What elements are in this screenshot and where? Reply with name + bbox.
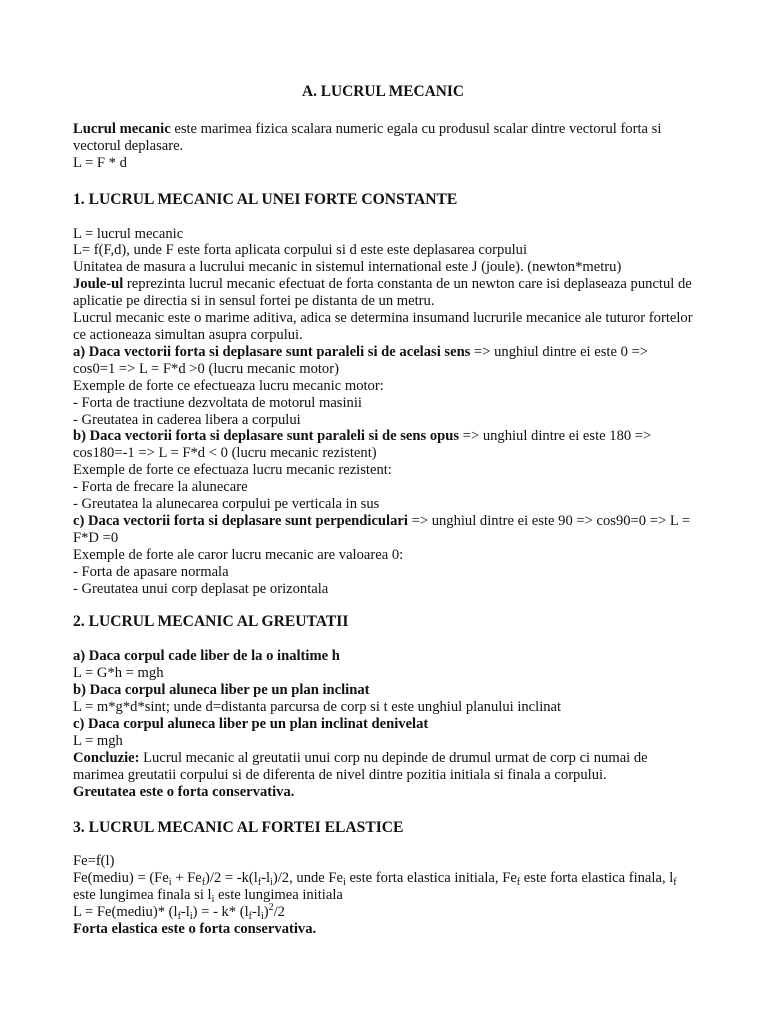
- s1-additive-paragraph: Lucrul mecanic este o marime aditiva, adica se determina insumand lucrurile mecanice ale tuturor fortelor ce actioneaza simultan asupra corpului.: [73, 310, 693, 343]
- case-a-condition: a) Daca vectorii forta si deplasare sunt paraleli si de acelasi sens: [73, 343, 471, 360]
- conclusion-term: Concluzie:: [73, 749, 140, 766]
- elastic-conservative-bold: Forta elastica este o forta conservativa.: [73, 921, 317, 938]
- gravity-conservative-bold: Greutatea este o forta conservativa.: [73, 783, 295, 800]
- s2-case-c-condition: [73, 716, 693, 733]
- case-c-paragraph: [73, 513, 693, 547]
- s1-line-3: Unitatea de masura a lucrului mecanic in sistemul international este J (joule). (newton*metru): [73, 259, 622, 276]
- case-b-example-2: - Greutatea la alunecarea corpului pe verticala in sus: [73, 496, 380, 513]
- case-c-result: => unghiul dintre ei este 90 => cos90=0 => L = F*D =0: [73, 512, 691, 546]
- intro-formula: L = F * d: [73, 154, 127, 171]
- s2-case-b-bold: b) Daca corpul aluneca liber pe un plan inclinat: [73, 682, 370, 699]
- case-a-paragraph: [73, 344, 693, 378]
- elastic-work-formula: L = Fe(mediu)* $(l_f-l_i)$ = - k* $(l_f-l_i)^2/2$: [73, 902, 285, 923]
- case-c-condition: c) Daca vectorii forta si deplasare sunt perpendiculari: [73, 512, 408, 529]
- s2-case-a-bold: a) Daca corpul cade liber de la o inaltime h: [73, 648, 340, 665]
- conclusion-paragraph: [73, 750, 693, 784]
- s2-case-c-bold: c) Daca corpul aluneca liber pe un plan inclinat denivelat: [73, 716, 429, 732]
- intro-paragraph: [73, 121, 693, 155]
- s2-case-c-formula: L = mgh: [73, 732, 123, 749]
- case-a-example-1: - Forta de tractiune dezvoltata de motorul masinii: [73, 394, 362, 411]
- case-b-example-1: - Forta de frecare la alunecare: [73, 479, 248, 496]
- case-a-examples-label: Exemple de forte ce efectueaza lucru mecanic motor:: [73, 377, 384, 394]
- joule-paragraph: [73, 276, 693, 310]
- gravity-conservative-statement: [73, 784, 693, 801]
- joule-term: Joule-ul: [73, 276, 124, 293]
- s2-case-a-condition: [73, 648, 693, 665]
- document-title: A. LUCRUL MECANIC: [301, 83, 465, 100]
- intro-definition: este marimea fizica scalara numeric egala cu produsul scalar dintre vectorul forta si vectorul deplasare.: [73, 120, 662, 154]
- s1-line-2: L= f(F,d), unde F este forta aplicata corpului si d este este deplasarea corpului: [73, 242, 528, 259]
- section-3-heading: 3. LUCRUL MECANIC AL FORTEI ELASTICE: [73, 818, 404, 836]
- s2-case-a-formula: L = G*h = mgh: [73, 665, 164, 682]
- s2-case-b-condition: [73, 682, 693, 699]
- intro-term: Lucrul mecanic: [73, 120, 171, 137]
- s1-line-1: L = lucrul mecanic: [73, 225, 184, 242]
- case-b-examples-label: Exemple de forte ce efectuaza lucru mecanic rezistent:: [73, 462, 392, 479]
- section-2-heading: 2. LUCRUL MECANIC AL GREUTATII: [73, 613, 349, 631]
- document-page: [73, 84, 693, 938]
- case-b-result: => unghiul dintre ei este 180 => cos180=-1 => L = F*d < 0 (lucru mecanic rezistent): [73, 428, 652, 462]
- case-c-example-1: - Forta de apasare normala: [73, 563, 229, 580]
- case-c-examples-label: Exemple de forte ale caror lucru mecanic are valoarea 0:: [73, 546, 404, 563]
- case-c-example-2: - Greutatea unui corp deplasat pe orizontala: [73, 580, 329, 597]
- elastic-mean-force-paragraph: Fe(mediu) = $(Fe_i + Fe_f)/2 = -k(l_f-l_i)/2$, unde $Fe_i$ este forta elastica initiala, $Fe_f$ este forta elastica finala, $l_f$ este lungimea finala si $l_i$ este lungimea initiala: [73, 870, 677, 906]
- s2-case-b-formula: L = m*g*d*sint; unde d=distanta parcursa de corp si t este unghiul planului inclinat: [73, 699, 562, 716]
- s3-line-1: Fe=f(l): [73, 853, 115, 870]
- case-a-result: => unghiul dintre ei este 0 => cos0=1 => L = F*d >0 (lucru mecanic motor): [73, 343, 648, 377]
- section-1-heading: 1. LUCRUL MECANIC AL UNEI FORTE CONSTANTE: [73, 190, 458, 208]
- case-b-condition: b) Daca vectorii forta si deplasare sunt paraleli si de sens opus: [73, 428, 460, 445]
- case-a-example-2: - Greutatea in caderea libera a corpului: [73, 411, 301, 428]
- elastic-conservative-statement: [73, 921, 693, 938]
- joule-text: reprezinta lucrul mecanic efectuat de forta constanta de un newton care isi deplaseaza punctul de aplicatie pe directia si in sensul fortei pe distanta de un metru.: [73, 276, 692, 310]
- case-b-paragraph: [73, 428, 693, 462]
- conclusion-text: Lucrul mecanic al greutatii unui corp nu depinde de drumul urmat de corp ci numai de marimea greutatii corpului si de diferenta de nivel dintre pozitia initiala si finala a corpului.: [73, 749, 648, 783]
